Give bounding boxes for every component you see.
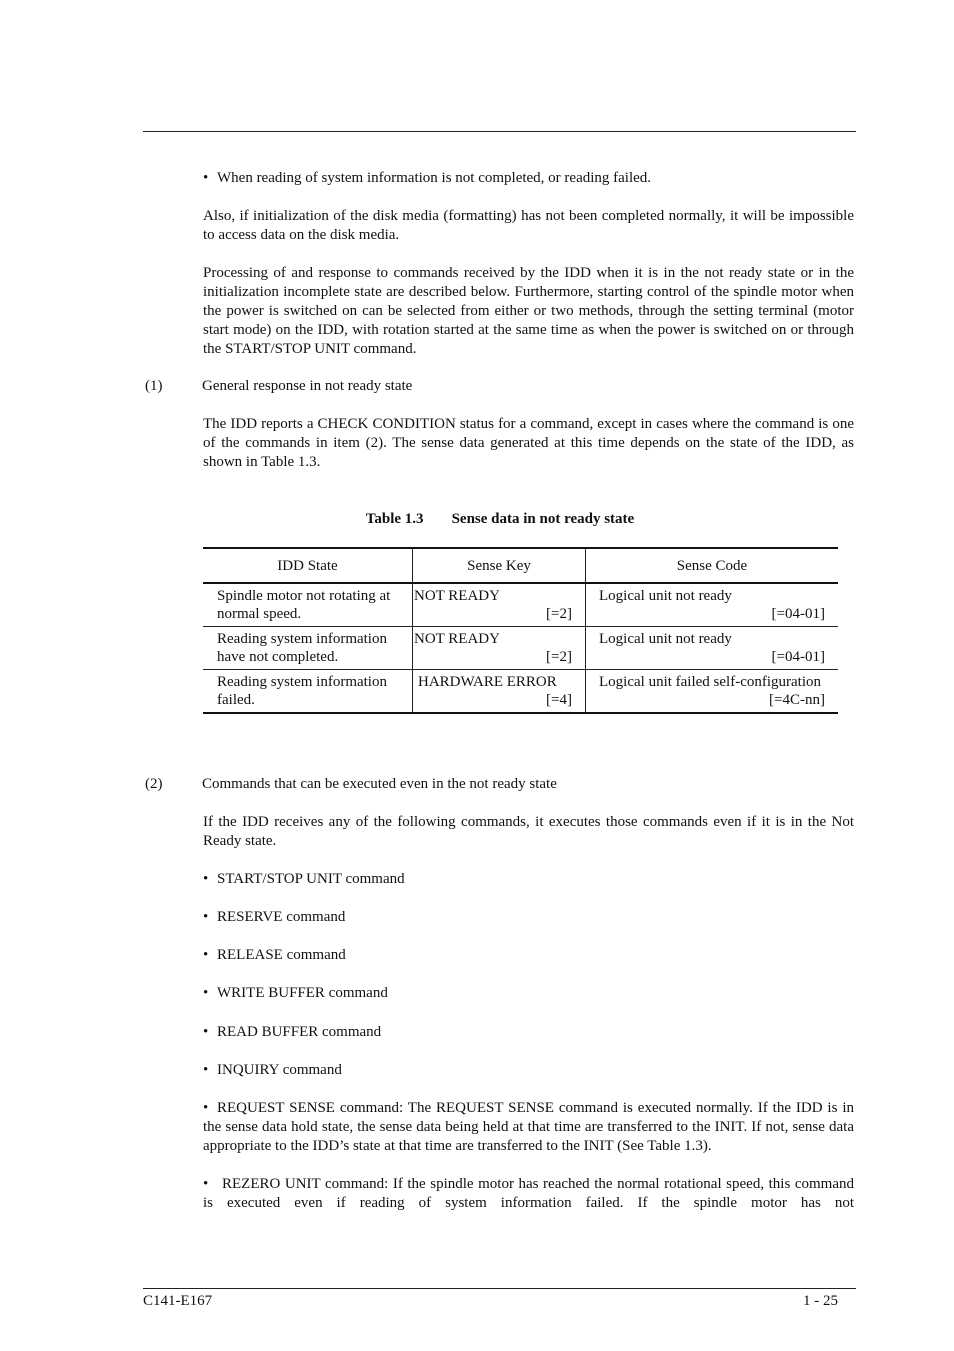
paragraph-processing: Processing of and response to commands received by the IDD when it is in the not ready state or in the initialization incomplete state are described below. Furthermore, starting control of the spindle motor when the power is switched on can be selected from either or two methods, through the setting terminal (motor start mode) on the IDD, with rotation started at the same time as when the power is switched on or through the START/STOP UNIT command. (203, 265, 854, 357)
section-1-number: (1) (145, 378, 163, 394)
bullet-icon: • (203, 1176, 209, 1192)
table-row (203, 583, 838, 627)
paragraph-check-condition: The IDD reports a CHECK CONDITION status for a command, except in cases where the command is one of the commands in item (2). The sense data generated at this time depends on the state of the IDD, as shown in Table 1.3. (203, 416, 854, 470)
bullet-icon: • (203, 170, 209, 186)
cell-idd-state: Spindle motor not rotating at normal speed. (203, 583, 413, 627)
sense-data-table (203, 547, 838, 714)
table-caption (203, 510, 797, 529)
paragraph-rezero-unit: • REZERO UNIT command: If the spindle motor has reached the normal rotational speed, this command is executed even if reading of system information failed. If the spindle motor has not (203, 1176, 854, 1211)
list-item: • START/STOP UNIT command (203, 871, 405, 887)
footer-rule (143, 1288, 856, 1289)
table-caption-title: Sense data in not ready state (451, 511, 635, 527)
bullet-system-info: • When reading of system information is not completed, or reading failed. (203, 170, 652, 186)
paragraph-not-ready-commands: If the IDD receives any of the following commands, it executes those commands even if it is in the Not Ready state. (203, 814, 854, 849)
bullet-icon: • (203, 1024, 209, 1040)
paragraph-initialization: Also, if initialization of the disk media (formatting) has not been completed normally, it will be impossible to access data on the disk media. (203, 208, 854, 243)
cell-sense-key: NOT READY [=2] (413, 627, 586, 670)
cell-sense-code: Logical unit not ready [=04-01] (586, 583, 839, 627)
header-sense-code: Sense Code (586, 548, 839, 583)
list-item: • RESERVE command (203, 909, 346, 925)
table-caption-number: Table 1.3 (365, 511, 424, 527)
page-number: 1 - 25 (803, 1293, 838, 1309)
header-rule (143, 131, 856, 132)
cell-sense-key: NOT READY [=2] (413, 583, 586, 627)
list-item: • RELEASE command (203, 947, 346, 963)
header-idd-state: IDD State (203, 548, 413, 583)
cell-sense-key: HARDWARE ERROR [=4] (413, 670, 586, 714)
cell-sense-code: Logical unit failed self-configuration [=4C-nn] (586, 670, 839, 714)
table-row (203, 627, 838, 670)
table-row (203, 670, 838, 714)
document-id: C141-E167 (143, 1293, 213, 1309)
list-item: • WRITE BUFFER command (203, 985, 388, 1001)
cell-idd-state: Reading system information failed. (203, 670, 413, 714)
list-item: • READ BUFFER command (203, 1024, 382, 1040)
bullet-icon: • (203, 1062, 209, 1078)
bullet-icon: • (203, 1100, 209, 1116)
cell-sense-code: Logical unit not ready [=04-01] (586, 627, 839, 670)
section-2-number: (2) (145, 776, 163, 792)
bullet-icon: • (203, 947, 209, 963)
header-sense-key: Sense Key (413, 548, 586, 583)
section-2-title: Commands that can be executed even in the not ready state (202, 776, 557, 792)
bullet-icon: • (203, 871, 209, 887)
table-header-row (203, 548, 838, 583)
bullet-icon: • (203, 985, 209, 1001)
bullet-icon: • (203, 909, 209, 925)
section-1-title: General response in not ready state (202, 378, 413, 394)
paragraph-request-sense: • REQUEST SENSE command: The REQUEST SENSE command is executed normally. If the IDD is in the sense data hold state, the sense data being held at that time are transferred to the INIT. If not, sense data appropriate to the IDD’s state at that time are transferred to the INIT (See Table 1.3). (203, 1100, 854, 1154)
list-item: • INQUIRY command (203, 1062, 342, 1078)
cell-idd-state: Reading system information have not completed. (203, 627, 413, 670)
